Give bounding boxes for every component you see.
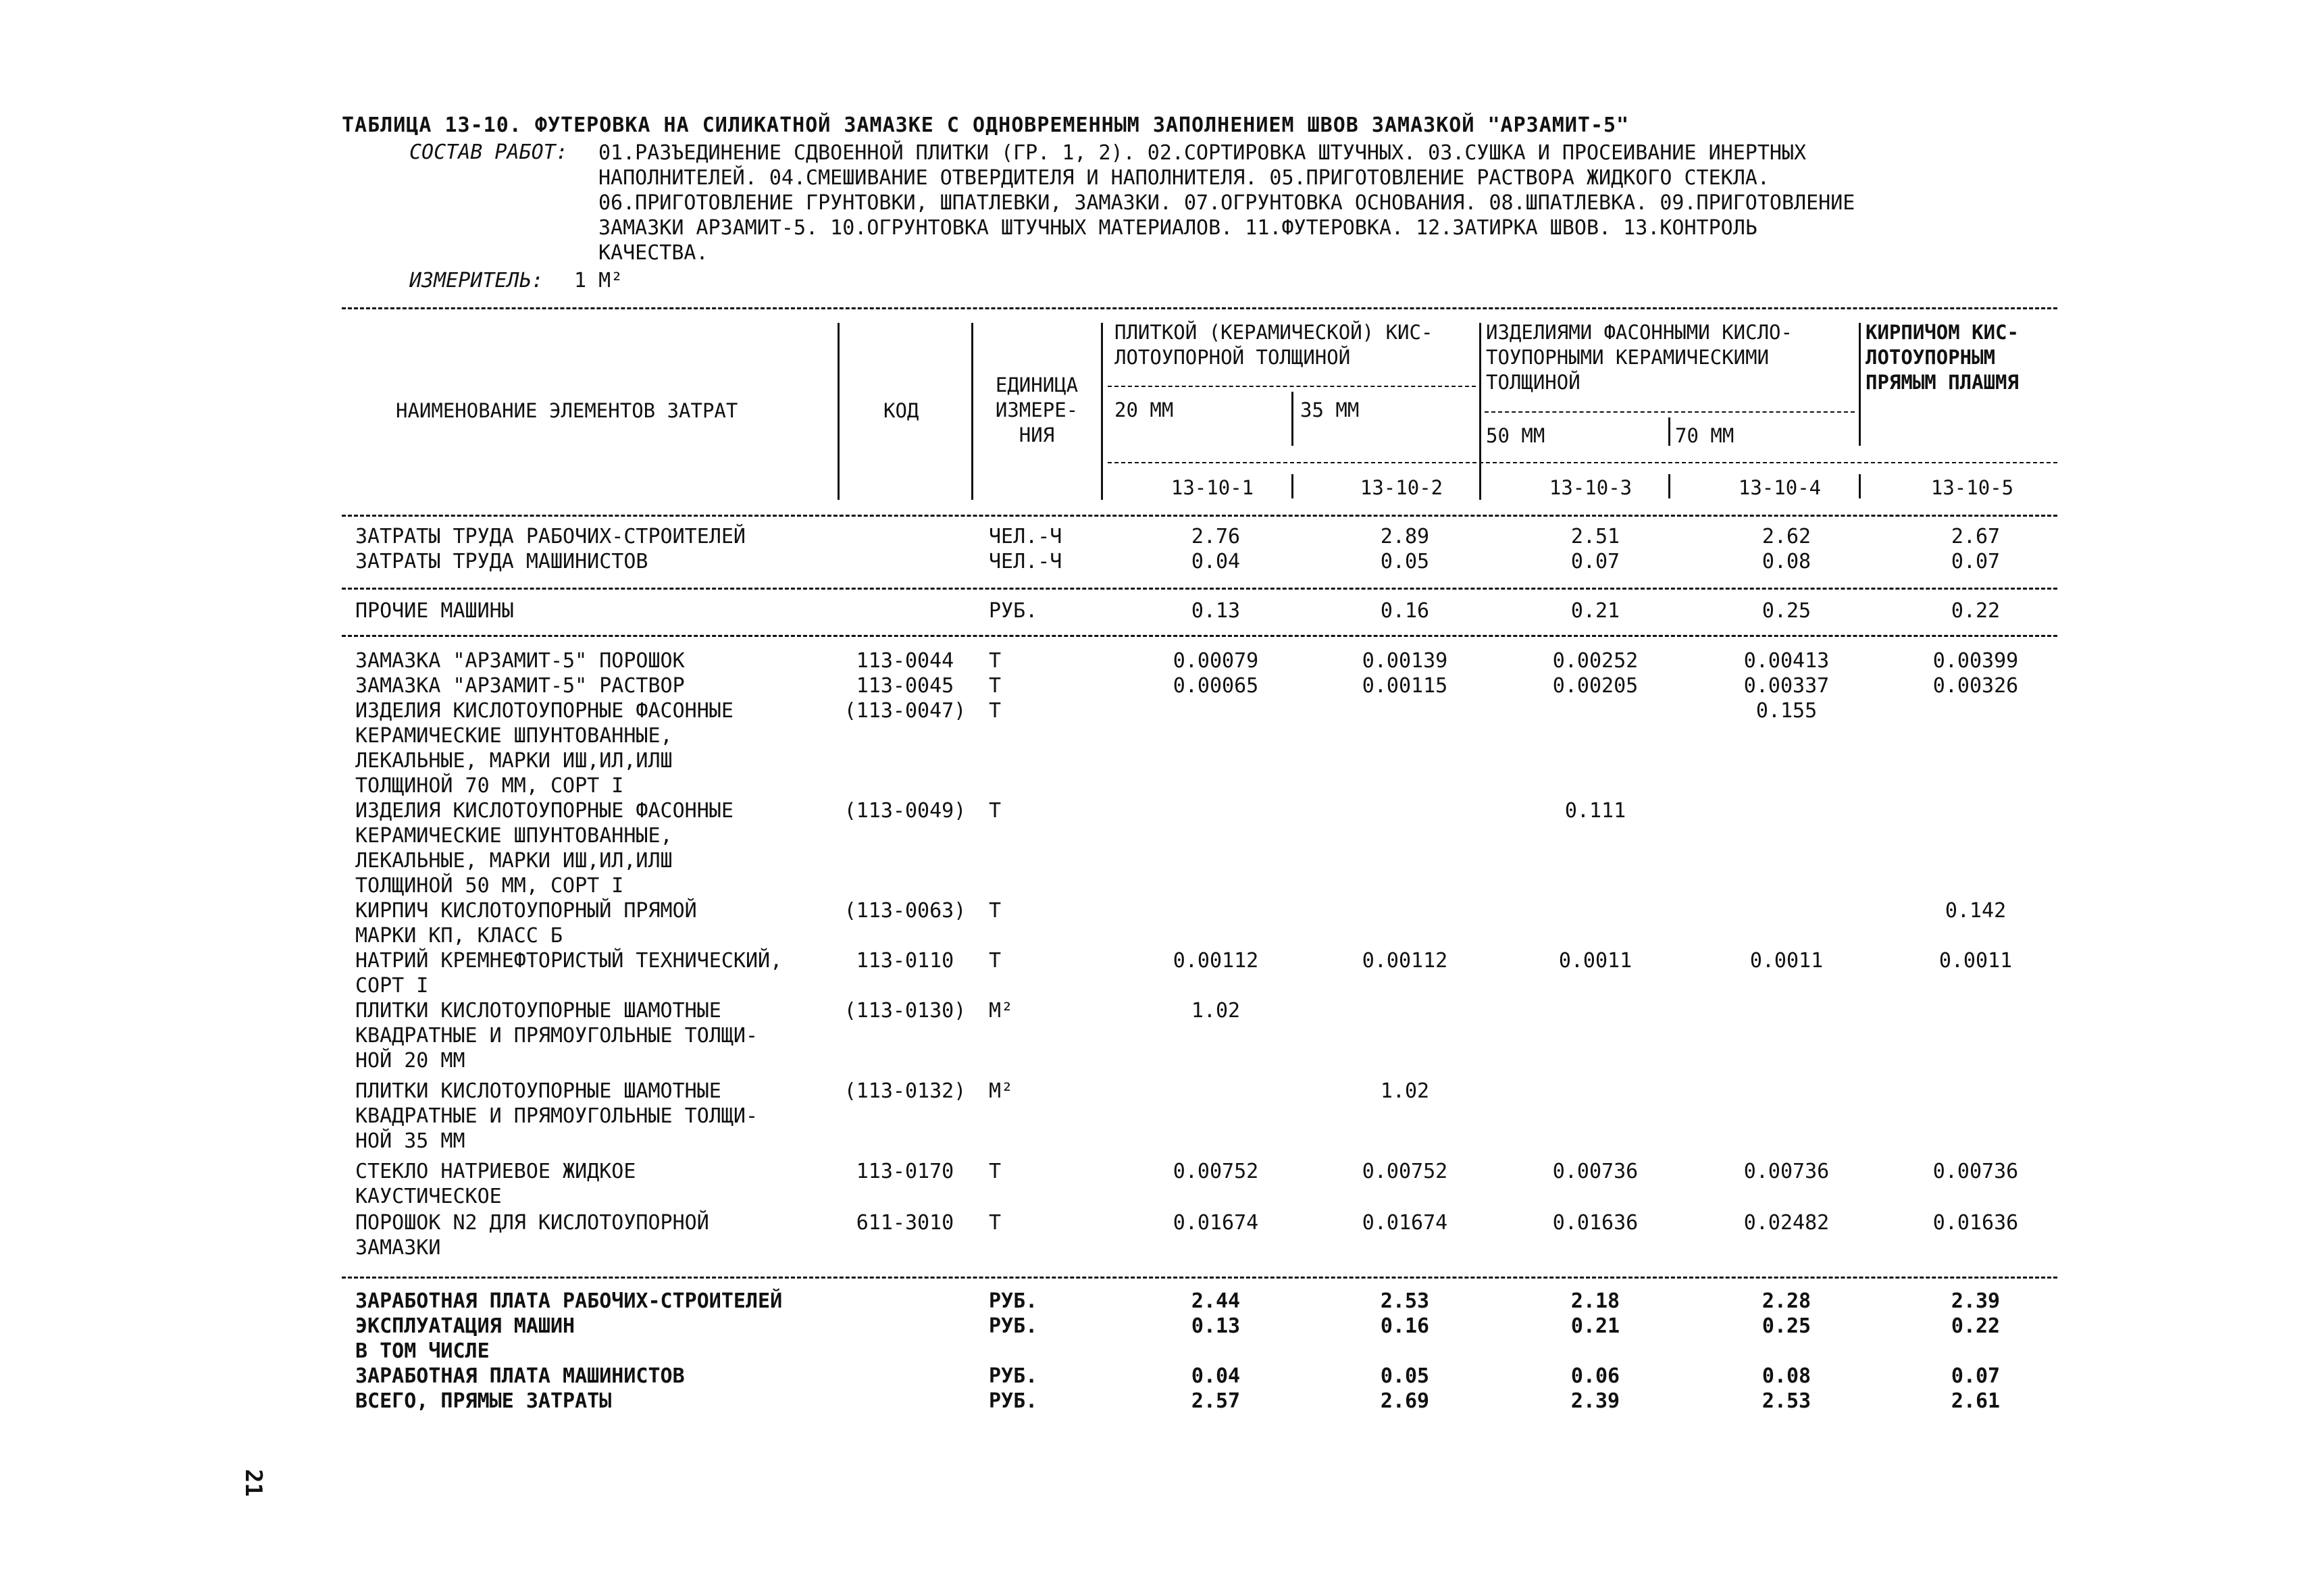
row-unit: РУБ. [989,1389,1038,1413]
row-value-1: 0.01674 [1173,1211,1259,1235]
header-divider [1291,474,1293,498]
group-header-line: ЛОТОУПОРНЫМ [1866,346,1996,369]
row-name: ЗАМАЗКА "АРЗАМИТ-5" ПОРОШОК [355,649,685,673]
row-value-5: 0.22 [1951,1314,2001,1338]
row-value-2: 0.16 [1380,1314,1430,1338]
row-code: 611-3010 [856,1211,954,1235]
header-divider [1859,474,1861,498]
row-value-4: 2.28 [1762,1289,1811,1313]
row-value-1: 0.00112 [1173,949,1259,973]
header-divider [1101,323,1103,500]
row-name: ЗАТРАТЫ ТРУДА МАШИНИСТОВ [355,550,648,573]
row-name-line: МАРКИ КП, КЛАСС Б [355,924,563,948]
row-unit: Т [989,899,1002,923]
row-value-4: 0.155 [1755,699,1818,723]
row-name [355,998,842,1073]
work-line: 06.ПРИГОТОВЛЕНИЕ ГРУНТОВКИ, ШПАТЛЕВКИ, ЗАМАЗКИ. 07.ОГРУНТОВКА ОСНОВАНИЯ. 08.ШПАТЛЕВКА. 09.ПРИГОТОВЛЕНИЕ [598,191,1855,215]
row-unit: М² [989,999,1014,1023]
row-unit: Т [989,674,1002,698]
row-value-3: 2.39 [1570,1389,1620,1413]
row-value-1: 0.04 [1191,550,1241,573]
row-value-5: 0.01636 [1932,1211,2019,1235]
page-number: 21 [240,1469,267,1497]
row-value-4: 0.08 [1762,1364,1811,1388]
row-name-line: ЭКСПЛУАТАЦИЯ МАШИН [355,1314,575,1338]
group-header-line: ЛОТОУПОРНОЙ ТОЛЩИНОЙ [1114,346,1351,369]
row-value-5: 0.00399 [1932,649,2019,673]
row-name: ЗАТРАТЫ ТРУДА РАБОЧИХ-СТРОИТЕЛЕЙ [355,525,746,548]
row-value-4: 2.53 [1762,1389,1811,1413]
row-value-3: 0.0011 [1558,949,1632,973]
row-value-5: 2.67 [1951,525,2001,548]
subheader-35mm: 35 ММ [1300,398,1360,421]
row-name-line: НАТРИЙ КРЕМНЕФТОРИСТЫЙ ТЕХНИЧЕСКИЙ, [355,949,783,973]
row-value-3: 0.00736 [1552,1160,1639,1183]
row-name-line: В ТОМ ЧИСЛЕ [355,1339,490,1363]
column-code-2: 13-10-2 [1360,476,1443,499]
row-value-2: 2.53 [1380,1289,1430,1313]
header-divider [1859,323,1861,446]
row-value-1: 0.00079 [1173,649,1259,673]
header-divider [1668,474,1670,498]
section-rule [342,635,2057,637]
work-line: НАПОЛНИТЕЛЕЙ. 04.СМЕШИВАНИЕ ОТВЕРДИТЕЛЯ И НАПОЛНИТЕЛЯ. 05.ПРИГОТОВЛЕНИЕ РАСТВОРА ЖИДКОГО СТЕКЛА. [598,166,1770,190]
row-value-4: 0.00337 [1743,674,1830,698]
row-name-line: СОРТ I [355,974,429,998]
row-unit: РУБ. [989,599,1038,623]
name-column-header: НАИМЕНОВАНИЕ ЭЛЕМЕНТОВ ЗАТРАТ [396,399,738,422]
row-name-line: НОЙ 20 ММ [355,1049,465,1073]
row-value-3: 0.06 [1570,1364,1620,1388]
row-code: 113-0044 [856,649,954,673]
work-composition-text [598,140,1855,265]
header-inner-rule [1108,386,1476,387]
row-name-line: ЛЕКАЛЬНЫЕ, МАРКИ ИШ,ИЛ,ИЛШ [355,749,673,773]
row-name-line: ТОЛЩИНОЙ 70 ММ, СОРТ I [355,774,624,798]
group-header-line: ПРЯМЫМ ПЛАШМЯ [1866,371,2019,394]
row-unit: РУБ. [989,1289,1038,1313]
row-name-line: КИРПИЧ КИСЛОТОУПОРНЫЙ ПРЯМОЙ [355,899,697,923]
row-name-line: ЗАМАЗКИ [355,1236,441,1260]
row-name [355,1210,842,1260]
measure-label: ИЗМЕРИТЕЛЬ: [409,269,544,292]
unit-header-line: ЕДИНИЦА [995,374,1079,396]
table-title: ТАБЛИЦА 13-10. ФУТЕРОВКА НА СИЛИКАТНОЙ ЗАМАЗКЕ С ОДНОВРЕМЕННЫМ ЗАПОЛНЕНИЕМ ШВОВ ЗАМАЗКОЙ "АРЗАМИТ-5" [342,113,1630,137]
row-name-line: КВАДРАТНЫЕ И ПРЯМОУГОЛЬНЫЕ ТОЛЩИ- [355,1104,759,1128]
group-header-line: КИРПИЧОМ КИС- [1866,321,2019,344]
unit-header-line: ИЗМЕРЕ- [995,398,1079,421]
work-line: 01.РАЗЪЕДИНЕНИЕ СДВОЕННОЙ ПЛИТКИ (ГР. 1, 2). 02.СОРТИРОВКА ШТУЧНЫХ. 03.СУШКА И ПРОСЕИВАНИЕ ИНЕРТНЫХ [598,141,1807,165]
row-unit: Т [989,949,1002,973]
row-value-1: 2.57 [1191,1389,1241,1413]
row-value-2: 0.00752 [1362,1160,1448,1183]
row-value-3: 0.21 [1570,1314,1620,1338]
row-value-4: 0.08 [1762,550,1811,573]
row-name-line: СТЕКЛО НАТРИЕВОЕ ЖИДКОЕ [355,1160,636,1183]
work-line: ЗАМАЗКИ АРЗАМИТ-5. 10.ОГРУНТОВКА ШТУЧНЫХ МАТЕРИАЛОВ. 11.ФУТЕРОВКА. 12.ЗАТИРКА ШВОВ. 13.КОНТРОЛЬ [598,216,1757,240]
subheader-70mm: 70 ММ [1675,424,1734,447]
row-name [355,948,842,998]
row-value-4: 2.62 [1762,525,1811,548]
row-value-2: 2.69 [1380,1389,1430,1413]
header-bottom-rule [342,515,2057,517]
row-value-2: 0.00115 [1362,674,1448,698]
row-name: ВСЕГО, ПРЯМЫЕ ЗАТРАТЫ [355,1389,612,1413]
row-value-5: 2.39 [1951,1289,2001,1313]
row-code: 113-0045 [856,674,954,698]
row-value-1: 2.76 [1191,525,1241,548]
row-value-3: 2.51 [1570,525,1620,548]
row-name [355,1079,842,1154]
work-line: КАЧЕСТВА. [598,241,709,265]
row-name-line: ПЛИТКИ КИСЛОТОУПОРНЫЕ ШАМОТНЫЕ [355,1079,721,1103]
section-rule [342,588,2057,590]
row-value-5: 0.00736 [1932,1160,2019,1183]
row-code: 113-0110 [856,949,954,973]
row-value-5: 0.0011 [1938,949,2013,973]
row-value-3: 2.18 [1570,1289,1620,1313]
row-value-4: 0.25 [1762,1314,1811,1338]
row-unit: РУБ. [989,1364,1038,1388]
row-name-line: ТОЛЩИНОЙ 50 ММ, СОРТ I [355,874,624,898]
row-value-1: 0.13 [1191,1314,1241,1338]
row-name-line: ЛЕКАЛЬНЫЕ, МАРКИ ИШ,ИЛ,ИЛШ [355,849,673,873]
row-unit: ЧЕЛ.-Ч [989,525,1062,548]
row-name-line: ИЗДЕЛИЯ КИСЛОТОУПОРНЫЕ ФАСОННЫЕ [355,799,734,823]
row-unit: РУБ. [989,1314,1038,1338]
row-value-5: 0.142 [1945,899,2007,923]
row-value-1: 0.00065 [1173,674,1259,698]
row-name [355,1314,842,1364]
row-unit: Т [989,649,1002,673]
subheader-20mm: 20 ММ [1114,398,1174,421]
group-header-line: ИЗДЕЛИЯМИ ФАСОННЫМИ КИСЛО- [1486,321,1793,344]
row-code: (113-0047) [844,699,967,723]
header-divider [1291,392,1293,446]
row-value-3: 0.07 [1570,550,1620,573]
header-divider [1479,323,1481,500]
row-name-line: НОЙ 35 ММ [355,1129,465,1153]
row-value-1: 1.02 [1191,999,1241,1023]
row-value-2: 1.02 [1380,1079,1430,1103]
row-value-5: 0.22 [1951,599,2001,623]
row-unit: Т [989,1211,1002,1235]
row-value-5: 0.00326 [1932,674,2019,698]
row-name-line: ИЗДЕЛИЯ КИСЛОТОУПОРНЫЕ ФАСОННЫЕ [355,699,734,723]
row-value-5: 2.61 [1951,1389,2001,1413]
row-value-3: 0.111 [1564,799,1626,823]
row-value-2: 0.00139 [1362,649,1448,673]
row-name: ЗАРАБОТНАЯ ПЛАТА МАШИНИСТОВ [355,1364,685,1388]
column-code-5: 13-10-5 [1930,476,2014,499]
header-divider [838,323,840,500]
row-value-4: 0.02482 [1743,1211,1830,1235]
row-name-line: КЕРАМИЧЕСКИЕ ШПУНТОВАННЫЕ, [355,724,673,748]
row-value-2: 0.05 [1380,1364,1430,1388]
section-rule [342,1277,2057,1279]
row-name-line: КАУСТИЧЕСКОЕ [355,1185,502,1208]
row-value-3: 0.00205 [1552,674,1639,698]
column-code-3: 13-10-3 [1549,476,1632,499]
row-name: ЗАМАЗКА "АРЗАМИТ-5" РАСТВОР [355,674,685,698]
header-inner-rule [1108,462,2057,463]
row-unit: Т [989,699,1002,723]
row-name: ЗАРАБОТНАЯ ПЛАТА РАБОЧИХ-СТРОИТЕЛЕЙ [355,1289,783,1313]
unit-header-line: НИЯ [1019,423,1055,446]
row-code: 113-0170 [856,1160,954,1183]
group-header-line: ТОЛЩИНОЙ [1486,371,1580,394]
group-brick-header [1866,320,2019,395]
row-unit: Т [989,1160,1002,1183]
row-unit: ЧЕЛ.-Ч [989,550,1062,573]
row-value-3: 0.21 [1570,599,1620,623]
unit-column-header [973,373,1101,448]
row-value-1: 0.04 [1191,1364,1241,1388]
group-header-line: ПЛИТКОЙ (КЕРАМИЧЕСКОЙ) КИС- [1114,321,1433,344]
header-inner-rule [1485,411,1855,413]
row-name: ПРОЧИЕ МАШИНЫ [355,599,514,623]
row-unit: Т [989,799,1002,823]
row-name [355,898,842,948]
row-name-line: ПЛИТКИ КИСЛОТОУПОРНЫЕ ШАМОТНЫЕ [355,999,721,1023]
row-code: (113-0130) [844,999,967,1023]
measure-value: 1 М² [574,269,623,292]
row-name [355,798,842,898]
code-column-header: КОД [883,399,919,422]
table-top-rule [342,307,2057,309]
row-code: (113-0063) [844,899,967,923]
subheader-50mm: 50 ММ [1486,424,1545,447]
row-value-2: 0.00112 [1362,949,1448,973]
row-name [355,1159,842,1209]
column-code-1: 13-10-1 [1171,476,1254,499]
row-value-3: 0.01636 [1552,1211,1639,1235]
row-unit: М² [989,1079,1014,1103]
header-divider [1668,417,1670,446]
row-name-line: ПОРОШОК N2 ДЛЯ КИСЛОТОУПОРНОЙ [355,1211,709,1235]
row-value-5: 0.07 [1951,1364,2001,1388]
row-value-2: 0.16 [1380,599,1430,623]
row-value-2: 0.01674 [1362,1211,1448,1235]
row-name [355,698,842,798]
group-shaped-header [1486,320,1793,395]
group-tiles-header [1114,320,1433,370]
row-name-line: КЕРАМИЧЕСКИЕ ШПУНТОВАННЫЕ, [355,824,673,848]
row-value-1: 2.44 [1191,1289,1241,1313]
row-value-4: 0.0011 [1749,949,1824,973]
row-value-2: 0.05 [1380,550,1430,573]
column-code-4: 13-10-4 [1738,476,1822,499]
work-composition-label: СОСТАВ РАБОТ: [409,140,568,164]
row-value-1: 0.00752 [1173,1160,1259,1183]
row-value-4: 0.00736 [1743,1160,1830,1183]
row-value-2: 2.89 [1380,525,1430,548]
row-value-5: 0.07 [1951,550,2001,573]
row-value-4: 0.25 [1762,599,1811,623]
header-divider [1479,474,1481,498]
row-value-4: 0.00413 [1743,649,1830,673]
row-value-1: 0.13 [1191,599,1241,623]
row-value-3: 0.00252 [1552,649,1639,673]
row-code: (113-0049) [844,799,967,823]
group-header-line: ТОУПОРНЫМИ КЕРАМИЧЕСКИМИ [1486,346,1770,369]
row-code: (113-0132) [844,1079,967,1103]
row-name-line: КВАДРАТНЫЕ И ПРЯМОУГОЛЬНЫЕ ТОЛЩИ- [355,1024,759,1048]
